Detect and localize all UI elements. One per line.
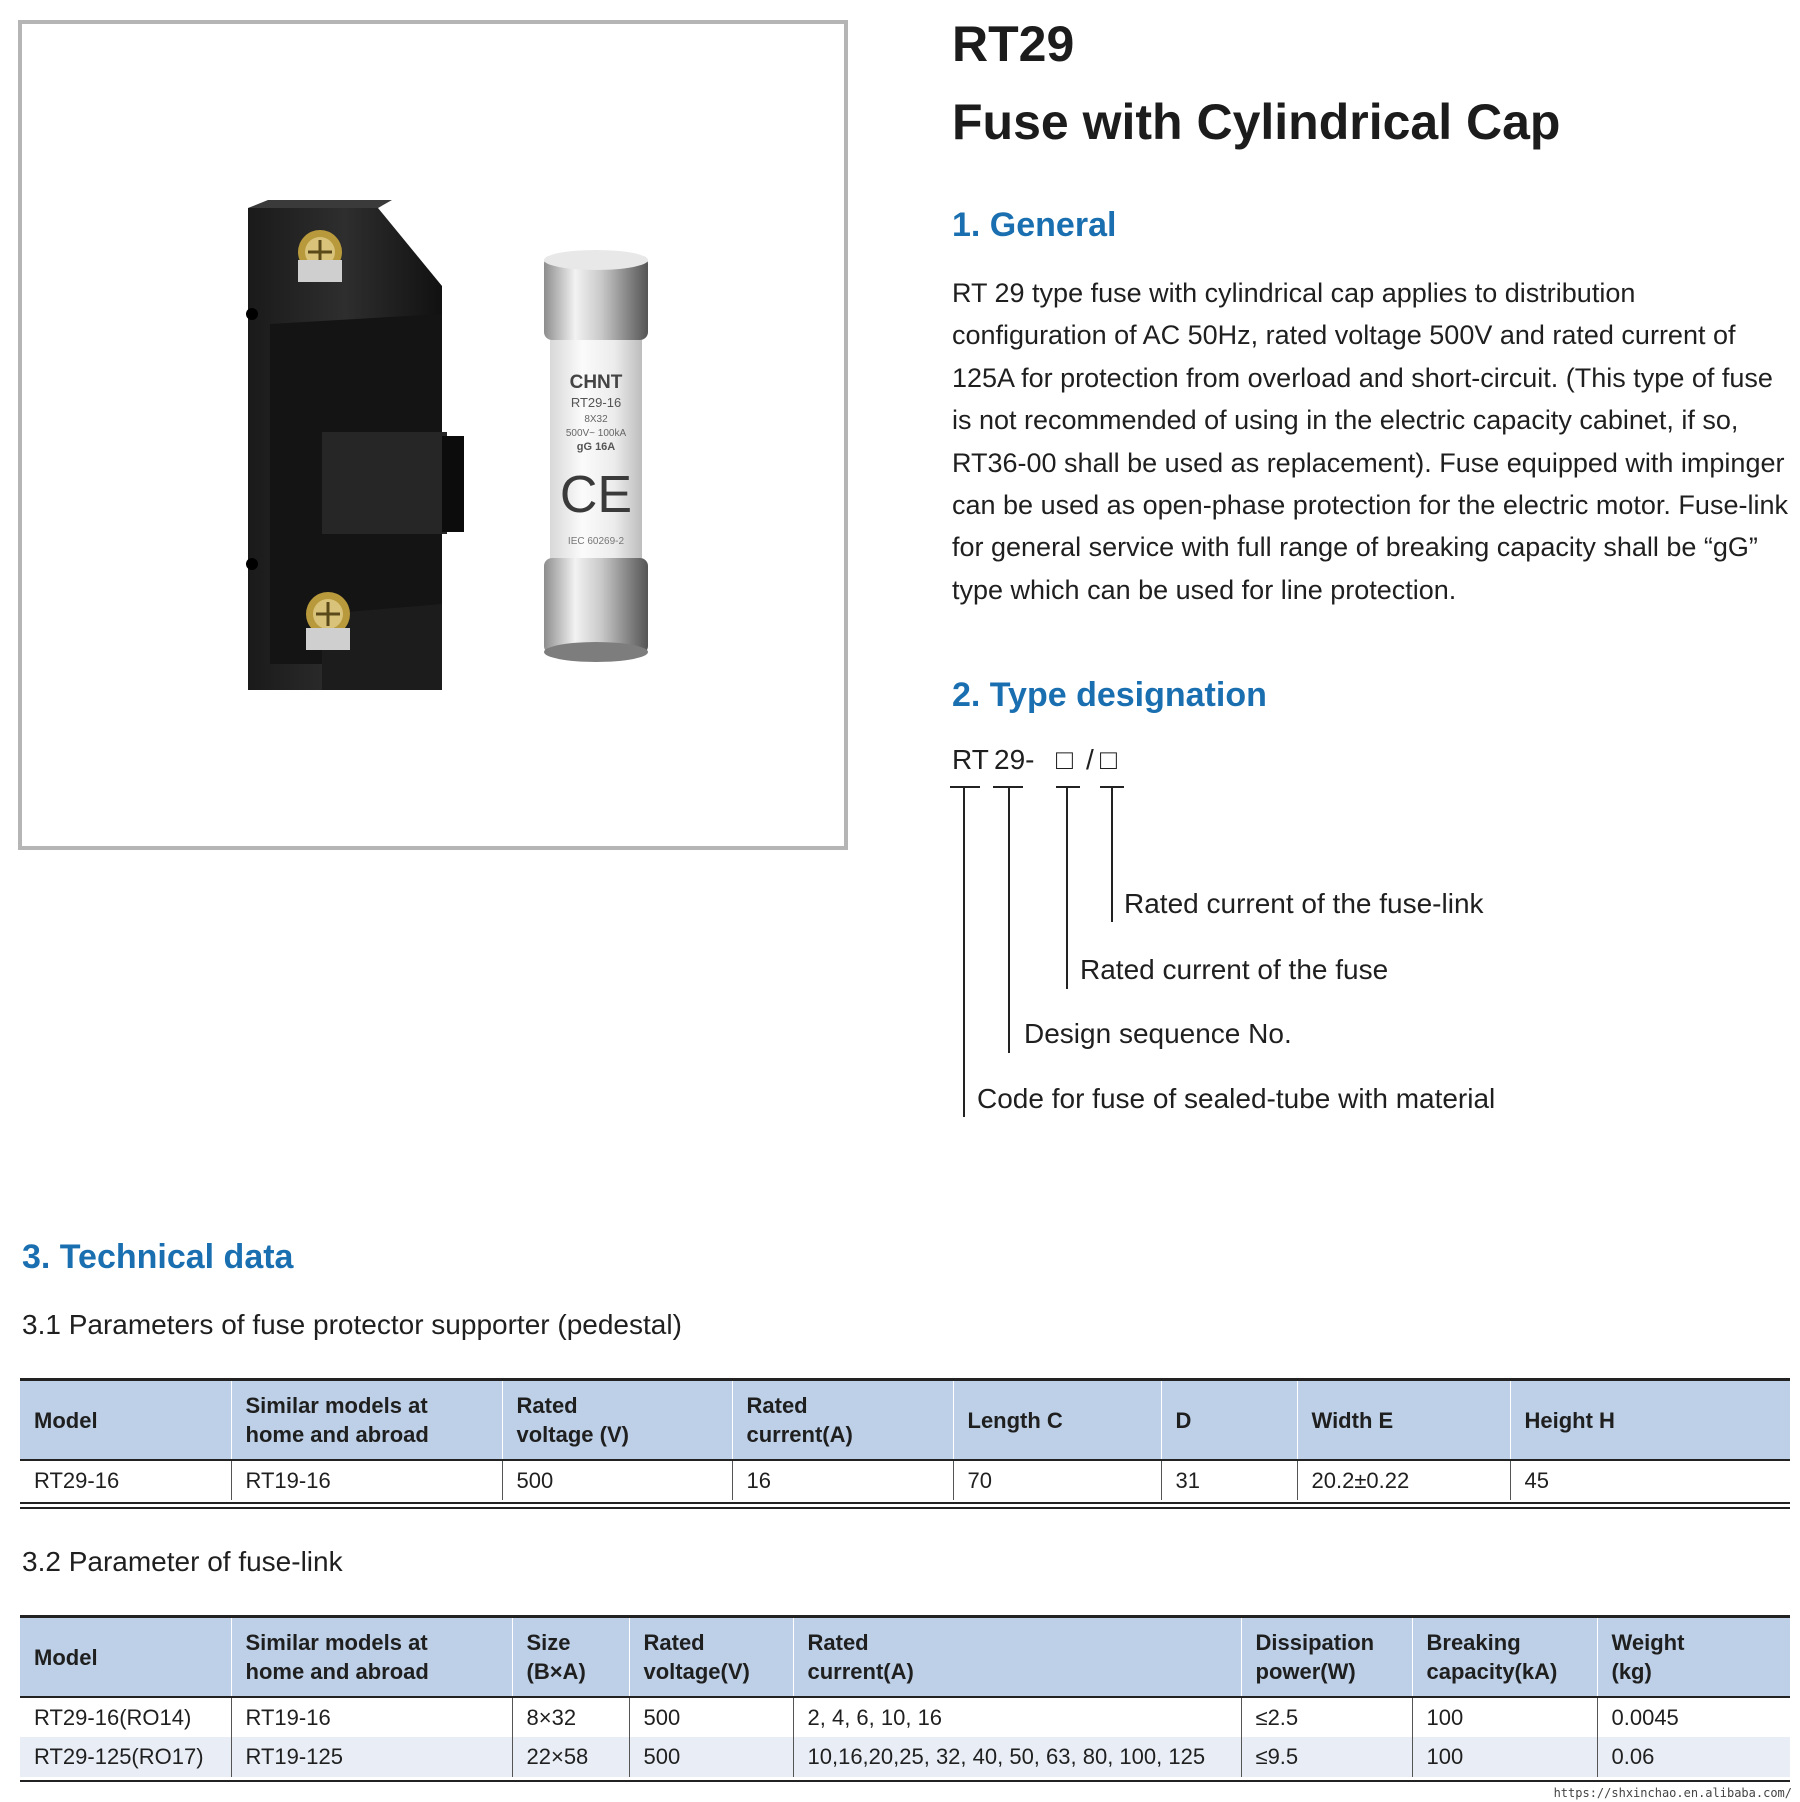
- header-cell: D: [1161, 1381, 1297, 1460]
- fuse-link-table: [20, 1618, 1790, 1777]
- fuse-standard-marking: IEC 60269-2: [567, 536, 625, 547]
- label-rated-current-fuse-link: Rated current of the fuse-link: [1124, 888, 1484, 919]
- header-cell: Dissipation power(W): [1241, 1618, 1412, 1697]
- table-cell: 8×32: [512, 1697, 629, 1737]
- header-cell: Weight (kg): [1597, 1618, 1790, 1697]
- table-cell: 10,16,20,25, 32, 40, 50, 63, 80, 100, 125: [793, 1737, 1241, 1777]
- fuse-rating-marking: 500V~ 100kA: [565, 428, 627, 439]
- header-cell: Model: [20, 1381, 231, 1460]
- code-box-fuse: □: [1056, 744, 1073, 775]
- table-cell: 70: [953, 1460, 1161, 1500]
- general-heading: 1. General: [952, 206, 1117, 244]
- label-design-sequence: Design sequence No.: [1024, 1018, 1292, 1049]
- table-row: [20, 1460, 1790, 1500]
- product-illustration: [22, 24, 844, 846]
- product-photo: [18, 20, 848, 850]
- table-row: [20, 1737, 1790, 1777]
- table-cell: RT29-16: [34, 1467, 120, 1493]
- code-rt: RT: [952, 744, 989, 775]
- table-cell: RT19-16: [231, 1697, 512, 1737]
- table-cell: 500: [502, 1460, 732, 1500]
- code-slash: /: [1086, 744, 1094, 775]
- watermark-url: https://shxinchao.en.alibaba.com/: [1553, 1786, 1792, 1800]
- ce-mark: CE: [559, 466, 633, 524]
- table-cell: RT19-16: [231, 1460, 502, 1500]
- general-description: RT 29 type fuse with cylindrical cap applies to distribution configuration of AC 50Hz, rated voltage 500V and rated current of 125A for protection from overload and short-circuit. (This type of fuse is not recommended of using in the electric capacity cabinet, if so, RT36-00 shall be used as replacement). Fuse equipped with impinger can be used as open-phase protection for the electric motor. Fuse-link for general service with full range of breaking capacity shall be “gG” type which can be used for line protection.: [952, 278, 1788, 605]
- fuse-link-table-title: 3.2 Parameter of fuse-link: [22, 1546, 343, 1577]
- table-row: [20, 1697, 1790, 1737]
- fuse-holder: [246, 200, 464, 690]
- header-cell: Similar models at home and abroad: [231, 1381, 502, 1460]
- fuse-link: [544, 250, 648, 662]
- header-cell: Model: [20, 1618, 231, 1697]
- header-cell: Rated voltage (V): [502, 1381, 732, 1460]
- table-cell: 31: [1161, 1460, 1297, 1500]
- header-cell: Length C: [953, 1381, 1161, 1460]
- code-box-fuselink: □: [1100, 744, 1117, 775]
- header-cell: Height H: [1510, 1381, 1790, 1460]
- code-number: 29-: [994, 744, 1035, 775]
- table-cell: 20.2±0.22: [1297, 1460, 1510, 1500]
- table-cell: ≤2.5: [1241, 1697, 1412, 1737]
- header-cell: Rated current(A): [793, 1618, 1241, 1697]
- header-cell: Breaking capacity(kA): [1412, 1618, 1597, 1697]
- fuse-current-marking: gG 16A: [576, 441, 616, 453]
- fuse-link-header-row: [20, 1618, 1790, 1697]
- label-sealed-tube-code: Code for fuse of sealed-tube with material: [977, 1083, 1496, 1114]
- table-cell: 100: [1412, 1737, 1597, 1777]
- header-cell: Rated voltage(V): [629, 1618, 793, 1697]
- header-cell: Rated current(A): [732, 1381, 953, 1460]
- table-cell: 22×58: [512, 1737, 629, 1777]
- fuse-brand-marking: CHNT: [569, 372, 623, 393]
- header-cell: Similar models at home and abroad: [231, 1618, 512, 1697]
- page-title-model: RT29: [952, 16, 1075, 72]
- pedestal-header-row: [20, 1381, 1790, 1460]
- table-cell: 0.06: [1597, 1737, 1790, 1777]
- header-cell: Width E: [1297, 1381, 1510, 1460]
- technical-data-heading: 3. Technical data: [22, 1238, 294, 1276]
- header-cell: Size (B×A): [512, 1618, 629, 1697]
- pedestal-table-title: 3.1 Parameters of fuse protector supporter (pedestal): [22, 1309, 682, 1340]
- type-designation-heading: 2. Type designation: [952, 676, 1267, 714]
- table-cell: 100: [1412, 1697, 1597, 1737]
- pedestal-table: [20, 1381, 1790, 1500]
- table-cell: 2, 4, 6, 10, 16: [793, 1697, 1241, 1737]
- table-cell: ≤9.5: [1241, 1737, 1412, 1777]
- table-cell: 500: [629, 1697, 793, 1737]
- fuse-model-marking: RT29-16: [570, 395, 622, 410]
- label-rated-current-fuse: Rated current of the fuse: [1080, 954, 1389, 985]
- table-cell: RT29-16(RO14): [34, 1704, 192, 1730]
- fuse-size-marking: 8X32: [584, 414, 608, 425]
- page-title-name: Fuse with Cylindrical Cap: [952, 94, 1561, 150]
- table-cell: 500: [629, 1737, 793, 1777]
- table-cell: RT19-125: [231, 1737, 512, 1777]
- table-cell: 0.0045: [1597, 1697, 1790, 1737]
- table-cell: RT29-125(RO17): [20, 1737, 231, 1777]
- table-cell: 45: [1510, 1460, 1790, 1500]
- table-cell: 16: [732, 1460, 953, 1500]
